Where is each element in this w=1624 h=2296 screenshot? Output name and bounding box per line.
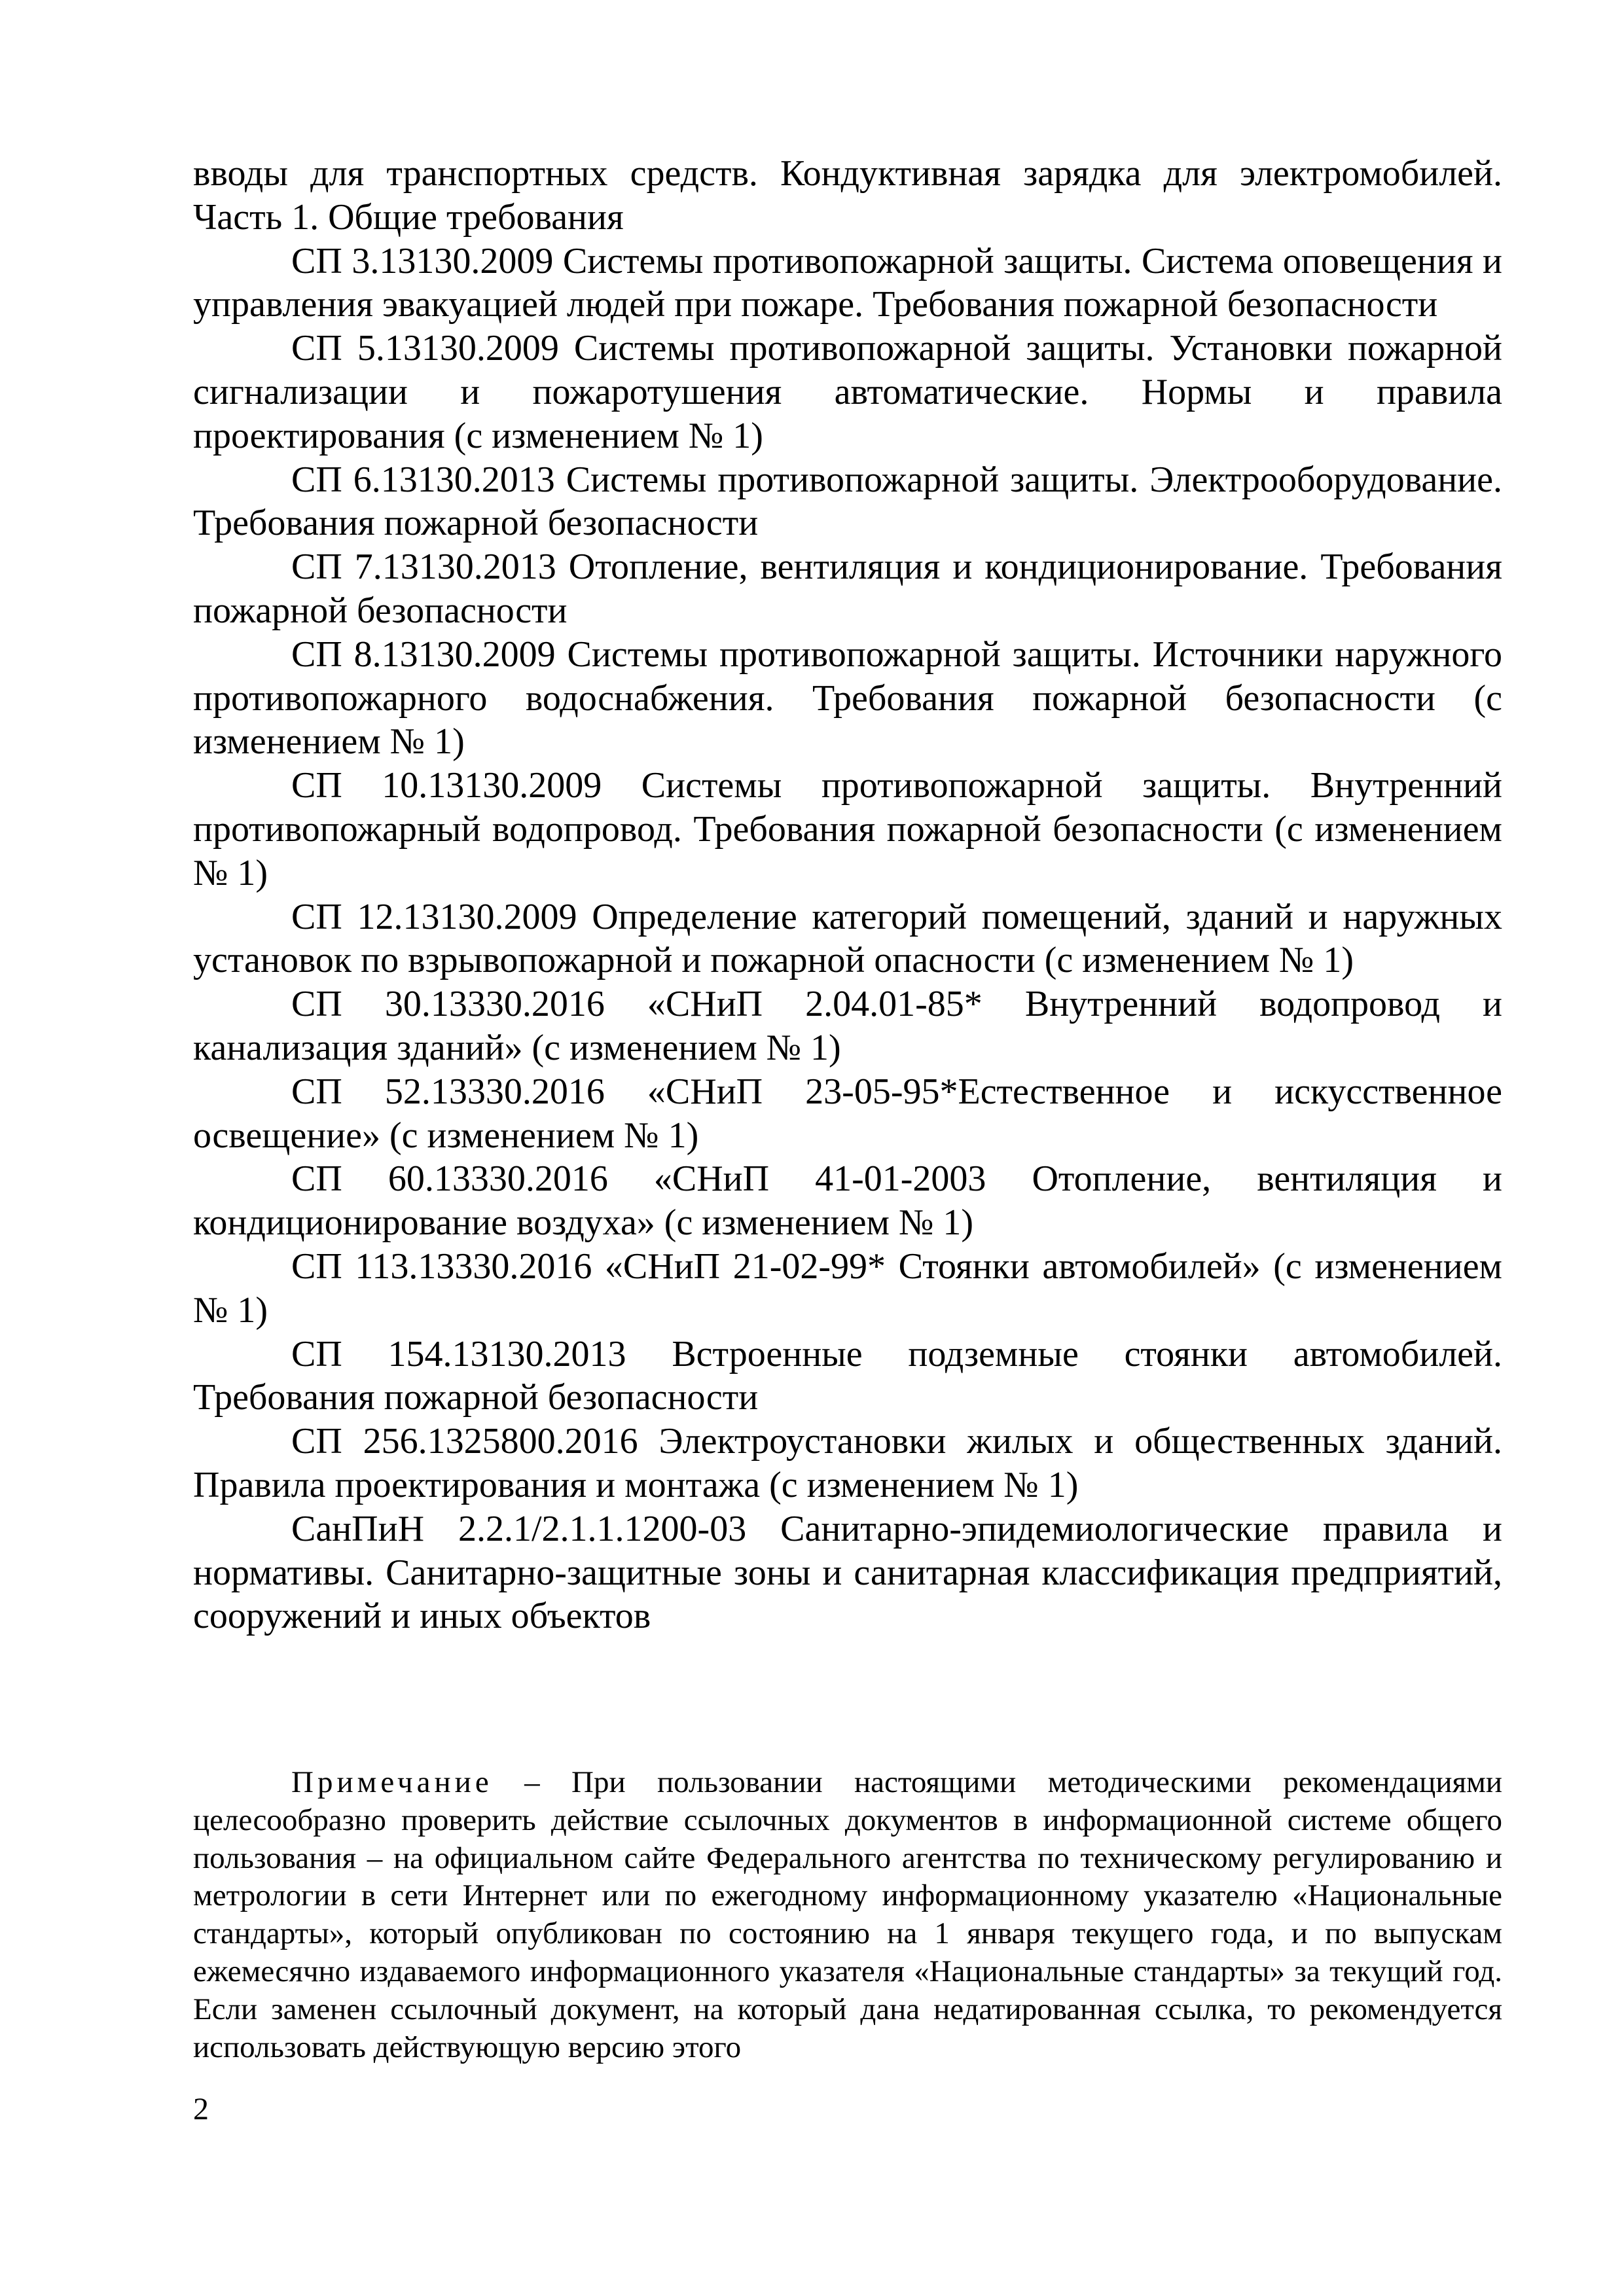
reference-paragraph: СП 60.13330.2016 «СНиП 41-01-2003 Отопление, вентиляция и кондиционирование воздуха» (с изменением № 1)	[193, 1158, 1502, 1244]
page-number: 2	[193, 2092, 209, 2126]
reference-paragraph: СП 113.13330.2016 «СНиП 21-02-99* Стоянки автомобилей» (с изменением № 1)	[193, 1246, 1502, 1331]
reference-paragraph: СП 7.13130.2013 Отопление, вентиляция и кондиционирование. Требования пожарной безопасности	[193, 547, 1502, 631]
reference-paragraph: СП 30.13330.2016 «СНиП 2.04.01-85* Внутренний водопровод и канализация зданий» (с изменением № 1)	[193, 984, 1502, 1068]
reference-list	[193, 152, 1502, 1638]
reference-paragraph: СанПиН 2.2.1/2.1.1.1200-03 Санитарно-эпидемиологические правила и нормативы. Санитарно-защитные зоны и санитарная классификация предприятий, сооружений и иных объектов	[193, 1508, 1502, 1637]
reference-paragraph: СП 8.13130.2009 Системы противопожарной защиты. Источники наружного противопожарного водоснабжения. Требования пожарной безопасности (с изменением № 1)	[193, 634, 1502, 762]
reference-paragraph: СП 52.13330.2016 «СНиП 23-05-95*Естественное и искусственное освещение» (с изменением № 1)	[193, 1071, 1502, 1156]
reference-paragraph: СП 154.13130.2013 Встроенные подземные стоянки автомобилей. Требования пожарной безопасности	[193, 1333, 1502, 1418]
note-label: Примечание	[291, 1765, 493, 1799]
reference-paragraph: СП 256.1325800.2016 Электроустановки жилых и общественных зданий. Правила проектирования и монтажа (с изменением № 1)	[193, 1421, 1502, 1505]
note-text: – При пользовании настоящими методическими рекомендациями целесообразно проверить действие ссылочных документов в информационной системе общего пользования – на официальном сайте Федерального агентства по техническому регулированию и метрологии в сети Интернет или по ежегодному информационному указателю «Национальные стандарты», который опубликован по состоянию на 1 января текущего года, и по выпускам ежемесячно издаваемого информационного указателя «Национальные стандарты» за текущий год. Если заменен ссылочный документ, на который дана недатированная ссылка, то рекомендуется использовать действующую версию этого	[193, 1765, 1502, 2064]
note-paragraph	[193, 1764, 1502, 2066]
reference-paragraph: СП 3.13130.2009 Системы противопожарной защиты. Система оповещения и управления эвакуацией людей при пожаре. Требования пожарной безопасности	[193, 240, 1502, 325]
note-section	[193, 1764, 1502, 2066]
reference-paragraph: СП 6.13130.2013 Системы противопожарной защиты. Электрооборудование. Требования пожарной безопасности	[193, 459, 1502, 544]
reference-paragraph: вводы для транспортных средств. Кондуктивная зарядка для электромобилей. Часть 1. Общие требования	[193, 153, 1502, 238]
reference-paragraph: СП 10.13130.2009 Системы противопожарной защиты. Внутренний противопожарный водопровод. Требования пожарной безопасности (с изменением № 1)	[193, 765, 1502, 893]
reference-paragraph: СП 12.13130.2009 Определение категорий помещений, зданий и наружных установок по взрывопожарной и пожарной опасности (с изменением № 1)	[193, 896, 1502, 981]
reference-paragraph: СП 5.13130.2009 Системы противопожарной защиты. Установки пожарной сигнализации и пожаротушения автоматические. Нормы и правила проектирования (с изменением № 1)	[193, 328, 1502, 456]
